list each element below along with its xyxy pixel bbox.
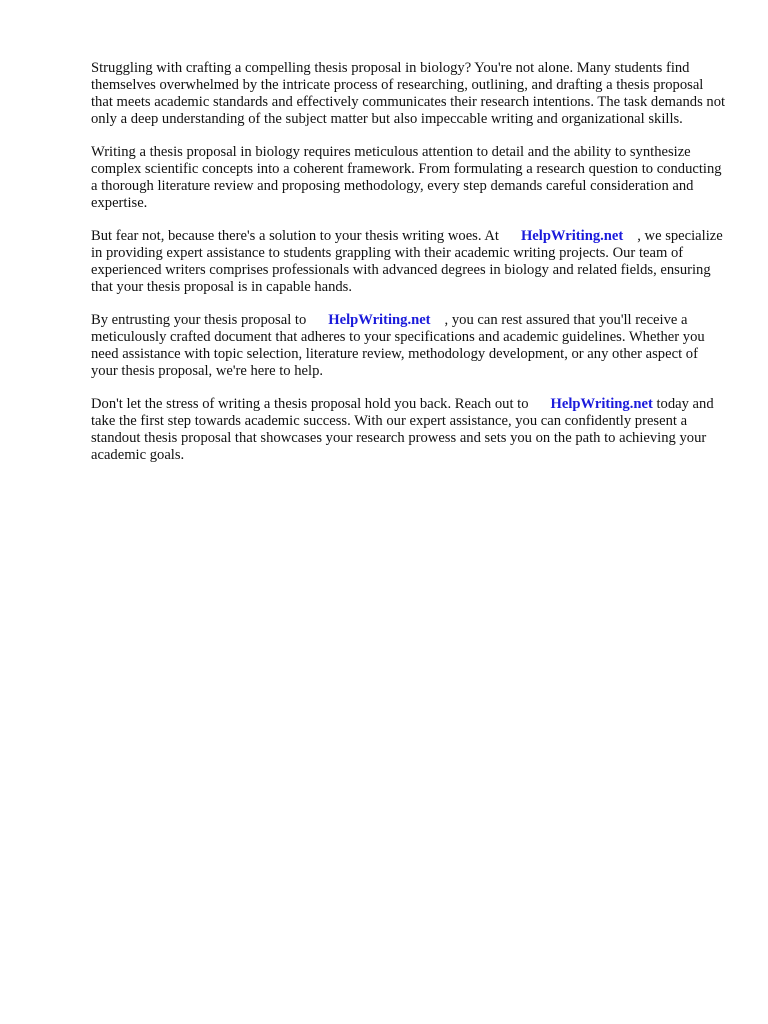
paragraph-call-to-action [91,396,726,464]
paragraph-entrust-text-before: By entrusting your thesis proposal to [91,312,307,328]
paragraph-requirements-text: Writing a thesis proposal in biology requires meticulous attention to detail and the ability to synthesize complex scientific concepts into a coherent framework. From formulating a research question to conducting a thorough literature review and proposing methodology, every step demands careful consideration and expertise. [91,144,722,211]
paragraph-solution [91,228,726,296]
paragraph-solution-text-before: But fear not, because there's a solution to your thesis writing woes. At [91,228,499,244]
paragraph-requirements [91,144,726,212]
helpwriting-link-2[interactable]: HelpWriting.net [328,312,431,328]
paragraph-solution-text-after: , we specialize in providing expert assistance to students grappling with their academic writing projects. Our team of experienced writers comprises professionals with advanced degrees in biology and related fields, ensuring that your thesis proposal is in capable hands. [91,228,723,295]
paragraph-intro [91,60,726,128]
paragraph-entrust-text-after: , you can rest assured that you'll receive a meticulously crafted document that adheres to your specifications and academic guidelines. Whether you need assistance with topic selection, literature review, methodology development, or any other aspect of your thesis proposal, we're here to help. [91,312,705,379]
helpwriting-link-3[interactable]: HelpWriting.net [550,396,653,412]
document-body [91,60,726,480]
helpwriting-link-1[interactable]: HelpWriting.net [520,228,624,244]
paragraph-entrust [91,312,726,380]
paragraph-cta-text-after: today and take the first step towards academic success. With our expert assistance, you can confidently present a standout thesis proposal that showcases your research prowess and sets you on the path to achieving your academic goals. [91,396,714,463]
paragraph-cta-text-before: Don't let the stress of writing a thesis proposal hold you back. Reach out to [91,396,529,412]
paragraph-intro-text: Struggling with crafting a compelling thesis proposal in biology? You're not alone. Many students find themselves overwhelmed by the intricate process of researching, outlining, and drafting a thesis proposal that meets academic standards and effectively communicates their research intentions. The task demands not only a deep understanding of the subject matter but also impeccable writing and organizational skills. [91,60,726,127]
